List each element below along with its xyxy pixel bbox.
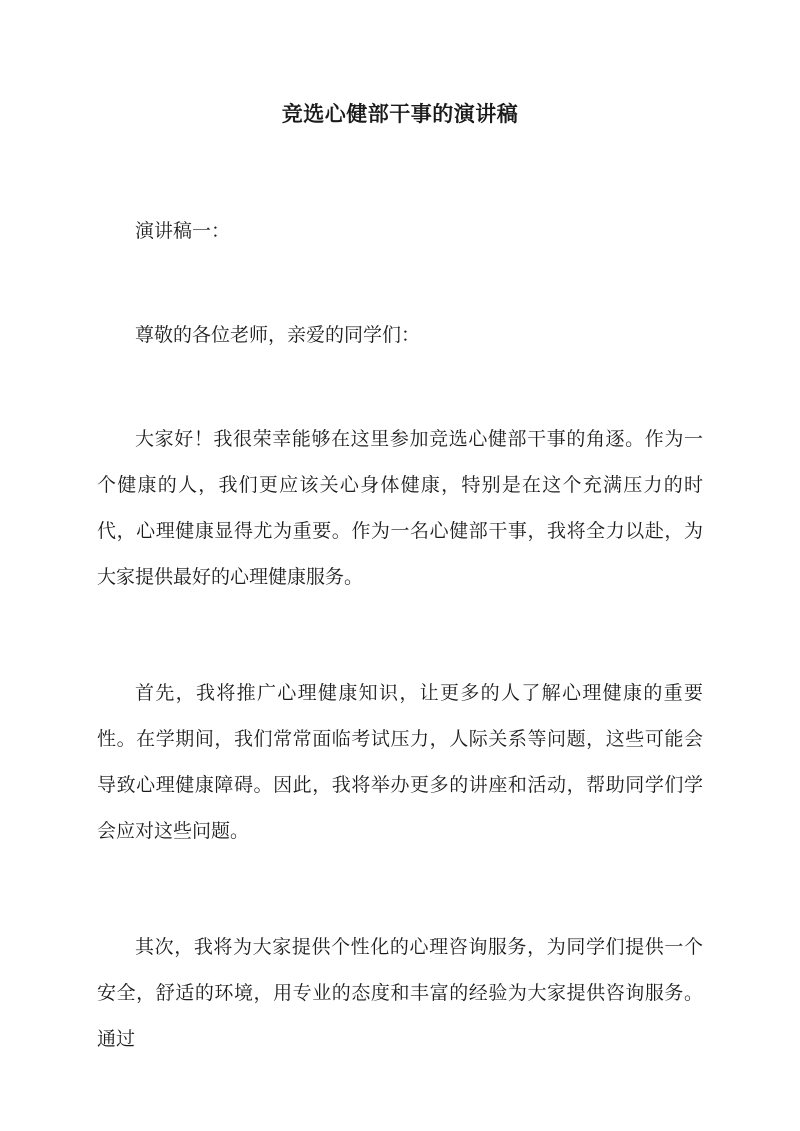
intro-paragraph: 大家好！我很荣幸能够在这里参加竞选心健部干事的角逐。作为一个健康的人，我们更应该关心身体健康，特别是在这个充满压力的时代，心理健康显得尤为重要。作为一名心健部干事，我将全力以赴，为大家提供最好的心理健康服务。	[97, 428, 703, 588]
document-title: 竞选心健部干事的演讲稿	[281, 101, 519, 126]
speech-heading: 演讲稿一：	[135, 220, 231, 242]
first-point-paragraph: 首先，我将推广心理健康知识，让更多的人了解心理健康的重要性。在学期间，我们常常面临考试压力，人际关系等问题，这些可能会导致心理健康障碍。因此，我将举办更多的讲座和活动，帮助同学们学会应对这些问题。	[97, 682, 703, 842]
greeting-paragraph: 尊敬的各位老师，亲爱的同学们：	[135, 324, 421, 346]
second-point-paragraph: 其次，我将为大家提供个性化的心理咨询服务，为同学们提供一个安全，舒适的环境，用专业的态度和丰富的经验为大家提供咨询服务。通过	[97, 936, 703, 1050]
